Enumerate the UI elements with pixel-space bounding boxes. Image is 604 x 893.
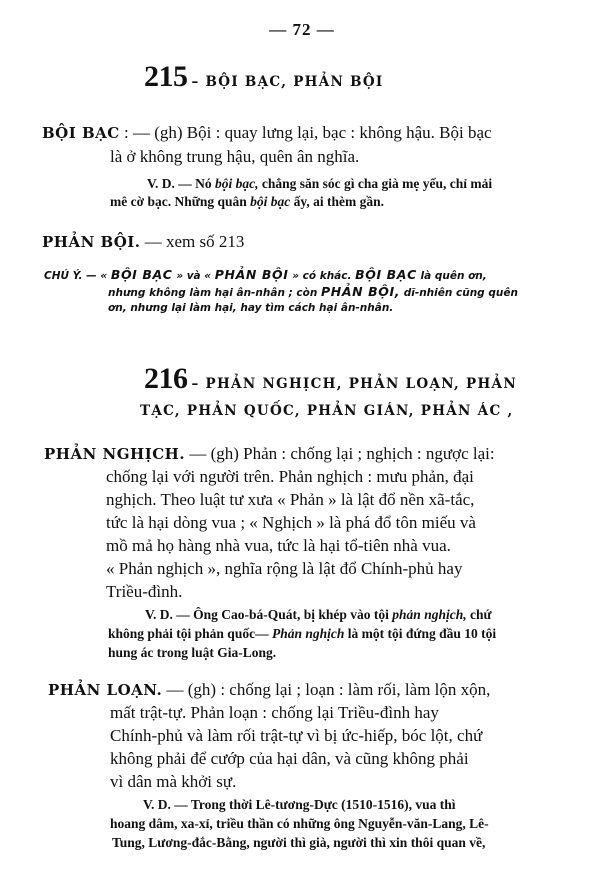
- note-term: BỘI BẠC: [355, 267, 417, 282]
- definition-line: là ở không trung hậu, quên ân nghĩa.: [110, 147, 360, 166]
- definition-text: : — (gh) Bội : quay lưng lại, bạc : không hậu. Bội bạc: [119, 123, 492, 142]
- example-line: [108, 625, 496, 643]
- definition-text: — xem số 213: [140, 232, 245, 251]
- definition-line: mồ mả họ hàng nhà vua, tức là hại tổ-tiên nhà vua.: [106, 536, 451, 555]
- example-line: [147, 175, 492, 193]
- section-number: 215: [144, 60, 188, 93]
- note-label: CHÚ Ý. —: [44, 270, 97, 282]
- example-line: [145, 606, 492, 624]
- definition-line: mất trật-tự. Phản loạn : chống lại Triều-đình hay: [110, 703, 439, 722]
- note-text: là quên ơn,: [416, 270, 487, 282]
- entry-term: PHẢN BỘI.: [42, 233, 141, 251]
- definition-line: Triều-đình.: [106, 582, 183, 601]
- entry-line: [42, 122, 492, 144]
- definition-text: — (gh) Phản : chống lại ; nghịch : ngược lại:: [185, 444, 495, 463]
- example-text: V. D. — Nó: [147, 176, 216, 191]
- definition-line: không phải để cướp của hại dân, và cũng không phải: [110, 749, 469, 768]
- definition-line: « Phản nghịch », nghĩa rộng là lật đổ Chính-phủ hay: [106, 559, 463, 578]
- note-term: PHẢN BỘI,: [321, 284, 401, 299]
- entry-term: BỘI BẠC: [42, 124, 120, 142]
- note-term: PHẢN BỘI: [214, 267, 289, 282]
- example-emphasis: phản nghịch,: [392, 607, 467, 622]
- page-number: — 72 —: [269, 20, 335, 39]
- example-emphasis: bội bạc,: [215, 176, 259, 191]
- example-emphasis: bội bạc: [250, 194, 291, 209]
- example-line: Tung, Lương-đắc-Bằng, người thì già, người thì xin thôi quan về,: [112, 835, 486, 850]
- section-215-heading: [144, 60, 384, 94]
- note-text: nhưng không làm hại ân-nhân ; còn: [108, 287, 321, 299]
- note-text: » và «: [172, 270, 215, 282]
- definition-line: tức là hại dòng vua ; « Nghịch » là phá đổ tôn miếu và: [106, 513, 476, 532]
- entry-term: PHẢN NGHỊCH.: [44, 445, 186, 463]
- definition-line: vì dân mà khởi sự.: [110, 772, 237, 791]
- definition-line: Chính-phủ và làm rối trật-tự vì bị ức-hiếp, bóc lột, chứ: [110, 726, 483, 745]
- section-216-heading-cont: [140, 402, 514, 420]
- example-emphasis: Phản nghịch: [271, 626, 345, 641]
- example-line: hoang dâm, xa-xỉ, triều thần có những ông Nguyễn-văn-Lang, Lê-: [110, 816, 489, 831]
- note-line: ơn, nhưng lại làm hại, hay tìm cách hại ân-nhân.: [108, 302, 394, 314]
- example-text: chẳng săn sóc gì cha già mẹ yếu, chỉ mải: [258, 176, 493, 191]
- section-216-heading: [144, 362, 517, 396]
- entry-line: [48, 679, 490, 701]
- example-line: V. D. — Trong thời Lê-tương-Dực (1510-1516), vua thì: [143, 797, 456, 812]
- entry-phan-boi: [42, 231, 244, 253]
- example-text: ấy, ai thèm gần.: [290, 194, 384, 209]
- section-title: – BỘI BẠC, PHẢN BỘI: [191, 74, 384, 90]
- note-text: dĩ-nhiên cũng quên: [400, 287, 518, 299]
- entry-term: PHẢN LOẠN.: [48, 681, 163, 699]
- example-text: chứ: [466, 607, 492, 622]
- definition-line: chống lại với người trên. Phản nghịch : mưu phản, đại: [106, 467, 474, 486]
- example-text: mê cờ bạc. Những quân: [110, 194, 251, 209]
- section-title: – PHẢN NGHỊCH, PHẢN LOẠN, PHẢN: [191, 376, 517, 392]
- section-title: TẠC, PHẢN QUỐC, PHẢN GIÁN, PHẢN ÁC ,: [140, 403, 514, 419]
- example-text: V. D. — Ông Cao-bá-Quát, bị khép vào tội: [145, 607, 393, 622]
- section-number: 216: [144, 362, 188, 395]
- example-line: [110, 193, 384, 211]
- example-text: không phải tội phản quốc—: [108, 626, 272, 641]
- note-text: » có khác.: [288, 270, 356, 282]
- definition-line: nghịch. Theo luật tư xưa « Phản » là lật đổ nền xã-tắc,: [106, 490, 475, 509]
- note-term: BỘI BẠC: [110, 267, 173, 282]
- example-line: hung ác trong luật Gia-Long.: [108, 645, 277, 660]
- example-text: là một tội đứng đầu 10 tội: [344, 626, 497, 641]
- entry-line: [44, 443, 495, 465]
- definition-text: — (gh) : chống lại ; loạn : làm rối, làm lộn xộn,: [162, 680, 491, 699]
- note-text: «: [100, 270, 111, 282]
